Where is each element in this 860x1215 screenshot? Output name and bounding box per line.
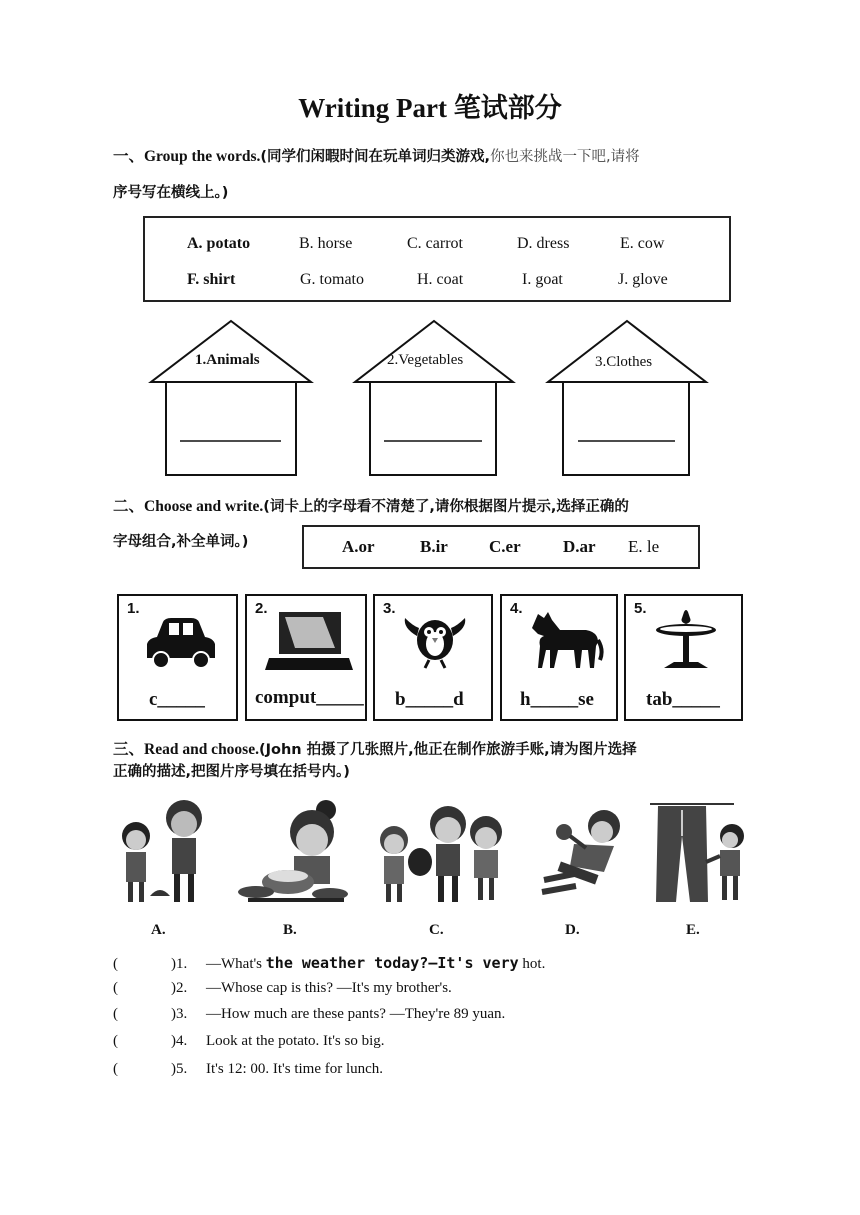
card-word: comput_____ [255, 687, 364, 708]
section1-heading: 一、Group the words. [113, 148, 261, 165]
word-item: G. tomato [300, 271, 364, 288]
section1-instruction: (同学们闲暇时间在玩单词归类游戏, [260, 149, 491, 165]
question-row [113, 954, 545, 973]
question-number: 4. [176, 1033, 188, 1049]
answer-paren[interactable]: ( [113, 1033, 118, 1049]
section2-heading-line [113, 494, 629, 516]
card-word: b_____d [395, 689, 464, 710]
word-card [624, 594, 743, 721]
horse-icon [524, 606, 604, 676]
card-number: 4. [510, 600, 523, 617]
section3-instruction: (John 拍摄了几张照片,他正在制作旅游手账,请为图片选择 [258, 742, 637, 758]
house-shape [148, 318, 314, 478]
house-label: 3.Clothes [595, 354, 653, 370]
section1-instruction-line2-wrap [113, 181, 228, 202]
question-text: Look at the potato. It's so big. [206, 1033, 385, 1049]
section2-heading: 二、Choose and write. [113, 498, 264, 515]
letter-option: C.er [489, 537, 521, 556]
picture-label: A. [151, 922, 166, 938]
card-number: 1. [127, 600, 140, 617]
question-text: —Whose cap is this? —It's my brother's. [206, 980, 452, 996]
letter-option: B.ir [420, 537, 448, 556]
answer-paren[interactable]: ( [113, 980, 118, 996]
question-row [113, 1006, 505, 1023]
house-shape [545, 318, 709, 478]
word-card [245, 594, 367, 721]
section3-heading: 三、Read and choose. [113, 741, 259, 758]
bird-icon [399, 608, 471, 674]
section2-instruction: (词卡上的字母看不清楚了,请你根据图片提示,选择正确的 [263, 499, 629, 515]
section3-instruction-line2: 正确的描述,把图片序号填在括号内。) [113, 764, 350, 780]
word-item: J. glove [618, 271, 668, 288]
word-item: F. shirt [187, 271, 236, 288]
answer-paren-close: ) [171, 980, 176, 996]
question-text: —What's [206, 956, 266, 972]
house-vegetables [352, 318, 516, 478]
answer-paren-close: ) [171, 956, 176, 972]
question-number: 3. [176, 1006, 188, 1022]
word-item: A. potato [187, 235, 251, 252]
word-item: C. carrot [407, 235, 463, 252]
question-number: 1. [176, 956, 188, 972]
letter-option: D.ar [563, 537, 596, 556]
question-text-handwritten: the weather today?—It's very [265, 954, 519, 972]
section1-instruction-light: 你也来挑战一下吧,请将 [490, 149, 640, 165]
picture-label: B. [283, 922, 297, 938]
question-row [113, 1061, 383, 1078]
question-text: It's 12: 00. It's time for lunch. [206, 1061, 384, 1077]
section3-heading-line [113, 737, 637, 759]
picture-d-hot-icon [534, 796, 636, 908]
word-bank [143, 216, 731, 302]
answer-paren-close: ) [171, 1061, 176, 1077]
section2-line2-wrap [113, 530, 248, 551]
question-number: 2. [176, 980, 188, 996]
picture-e-pants-icon [648, 796, 754, 908]
question-text-end: hot. [518, 956, 546, 972]
house-label: 1.Animals [195, 352, 260, 368]
word-card [373, 594, 493, 721]
answer-paren[interactable]: ( [113, 1006, 118, 1022]
section2-instruction-line2: 字母组合,补全单词。) [113, 534, 249, 550]
answer-paren[interactable]: ( [113, 1061, 118, 1077]
card-number: 5. [634, 600, 647, 617]
picture-label: D. [565, 922, 580, 938]
answer-paren-close: ) [171, 1033, 176, 1049]
picture-c-family-icon [372, 796, 512, 908]
house-clothes [545, 318, 709, 478]
word-item: I. goat [522, 271, 563, 288]
answer-paren[interactable]: ( [113, 956, 118, 972]
card-number: 2. [255, 600, 268, 617]
picture-label: E. [686, 922, 700, 938]
card-word: h_____se [520, 689, 594, 710]
word-item: D. dress [517, 235, 570, 252]
laptop-icon [265, 608, 353, 674]
answer-paren-close: ) [171, 1006, 176, 1022]
word-item: H. coat [417, 271, 464, 288]
page-title: Writing Part 笔试部分 [298, 93, 562, 123]
house-shape [352, 318, 516, 478]
word-card [500, 594, 618, 721]
question-row [113, 1033, 385, 1050]
house-label: 2.Vegetables [387, 352, 464, 368]
word-card [117, 594, 238, 721]
house-animals [148, 318, 314, 478]
picture-b-lunch-icon [234, 796, 354, 908]
question-number: 5. [176, 1061, 188, 1077]
letter-options-box [302, 525, 700, 569]
word-item: E. cow [620, 235, 665, 252]
card-word: tab_____ [646, 689, 720, 710]
picture-label: C. [429, 922, 444, 938]
card-number: 3. [383, 600, 396, 617]
card-word: c_____ [149, 689, 205, 710]
section3-line2-wrap [113, 760, 350, 781]
question-text: —How much are these pants? —They're 89 yuan. [206, 1006, 506, 1022]
letter-option: E. le [628, 537, 660, 556]
word-item: B. horse [299, 235, 353, 252]
picture-a-cap-icon [112, 796, 220, 908]
letter-option: A.or [342, 537, 375, 556]
section1-instruction-line2: 序号写在横线上。) [113, 185, 229, 201]
table-icon [650, 606, 722, 676]
car-icon [141, 614, 219, 672]
question-row [113, 980, 452, 997]
section1-heading-line [113, 144, 640, 166]
